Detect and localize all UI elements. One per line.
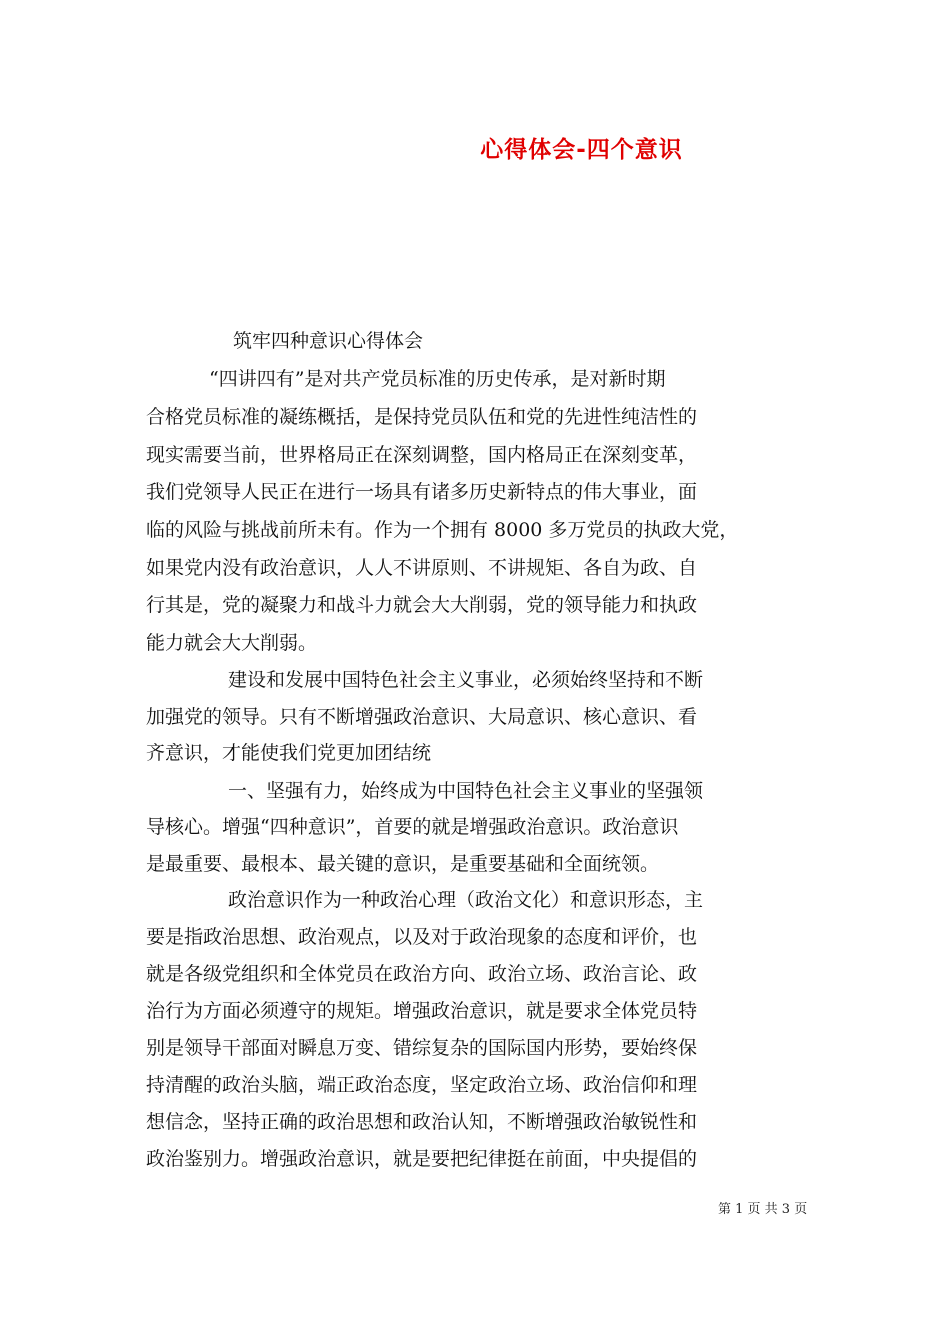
text-line: 一、坚强有力，始终成为中国特色社会主义事业的坚强领 xyxy=(146,780,704,802)
text-line: 是最重要、最根本、最关键的意识，是重要基础和全面统领。 xyxy=(146,853,660,875)
text-line: 导核心。增强“四种意识”，首要的就是增强政治意识。政治意识 xyxy=(146,816,679,838)
text-line: “四讲四有”是对共产党员标准的历史传承，是对新时期 xyxy=(146,368,666,390)
text-line: 政治鉴别力。增强政治意识，就是要把纪律挺在前面，中央提倡的 xyxy=(146,1148,698,1170)
text-line: 行其是，党的凝聚力和战斗力就会大大削弱，党的领导能力和执政 xyxy=(146,594,698,616)
text-line: 齐意识，才能使我们党更加团结统 xyxy=(146,742,432,764)
text-line: 要是指政治思想、政治观点，以及对于政治现象的态度和评价，也 xyxy=(146,926,698,948)
page-number: 第 1 页 共 3 页 xyxy=(718,1202,808,1217)
text-line: 临的风险与挑战前所未有。作为一个拥有 8000 多万党员的执政大党， xyxy=(146,519,739,541)
text-line: 合格党员标准的凝练概括，是保持党员队伍和党的先进性纯洁性的 xyxy=(146,406,698,428)
text-line: 如果党内没有政治意识，人人不讲原则、不讲规矩、各自为政、自 xyxy=(146,557,698,579)
text-line: 持清醒的政治头脑，端正政治态度，坚定政治立场、政治信仰和理 xyxy=(146,1074,698,1096)
text-line: 能力就会大大削弱。 xyxy=(146,632,318,654)
text-line: 别是领导干部面对瞬息万变、错综复杂的国际国内形势，要始终保 xyxy=(146,1037,698,1059)
text-line: 就是各级党组织和全体党员在政治方向、政治立场、政治言论、政 xyxy=(146,963,698,985)
text-line: 治行为方面必须遵守的规矩。增强政治意识，就是要求全体党员特 xyxy=(146,1000,698,1022)
text-line: 想信念，坚持正确的政治思想和政治认知，不断增强政治敏锐性和 xyxy=(146,1111,698,1133)
text-line: 加强党的领导。只有不断增强政治意识、大局意识、核心意识、看 xyxy=(146,706,698,728)
text-line: 我们党领导人民正在进行一场具有诸多历史新特点的伟大事业，面 xyxy=(146,481,698,503)
text-line: 现实需要当前，世界格局正在深刻调整，国内格局正在深刻变革， xyxy=(146,444,698,466)
text-line: 建设和发展中国特色社会主义事业，必须始终坚持和不断 xyxy=(146,669,704,691)
document-title: 心得体会-四个意识 xyxy=(480,137,683,163)
document-subtitle: 筑牢四种意识心得体会 xyxy=(233,330,424,352)
text-line: 政治意识作为一种政治心理（政治文化）和意识形态，主 xyxy=(146,889,704,911)
